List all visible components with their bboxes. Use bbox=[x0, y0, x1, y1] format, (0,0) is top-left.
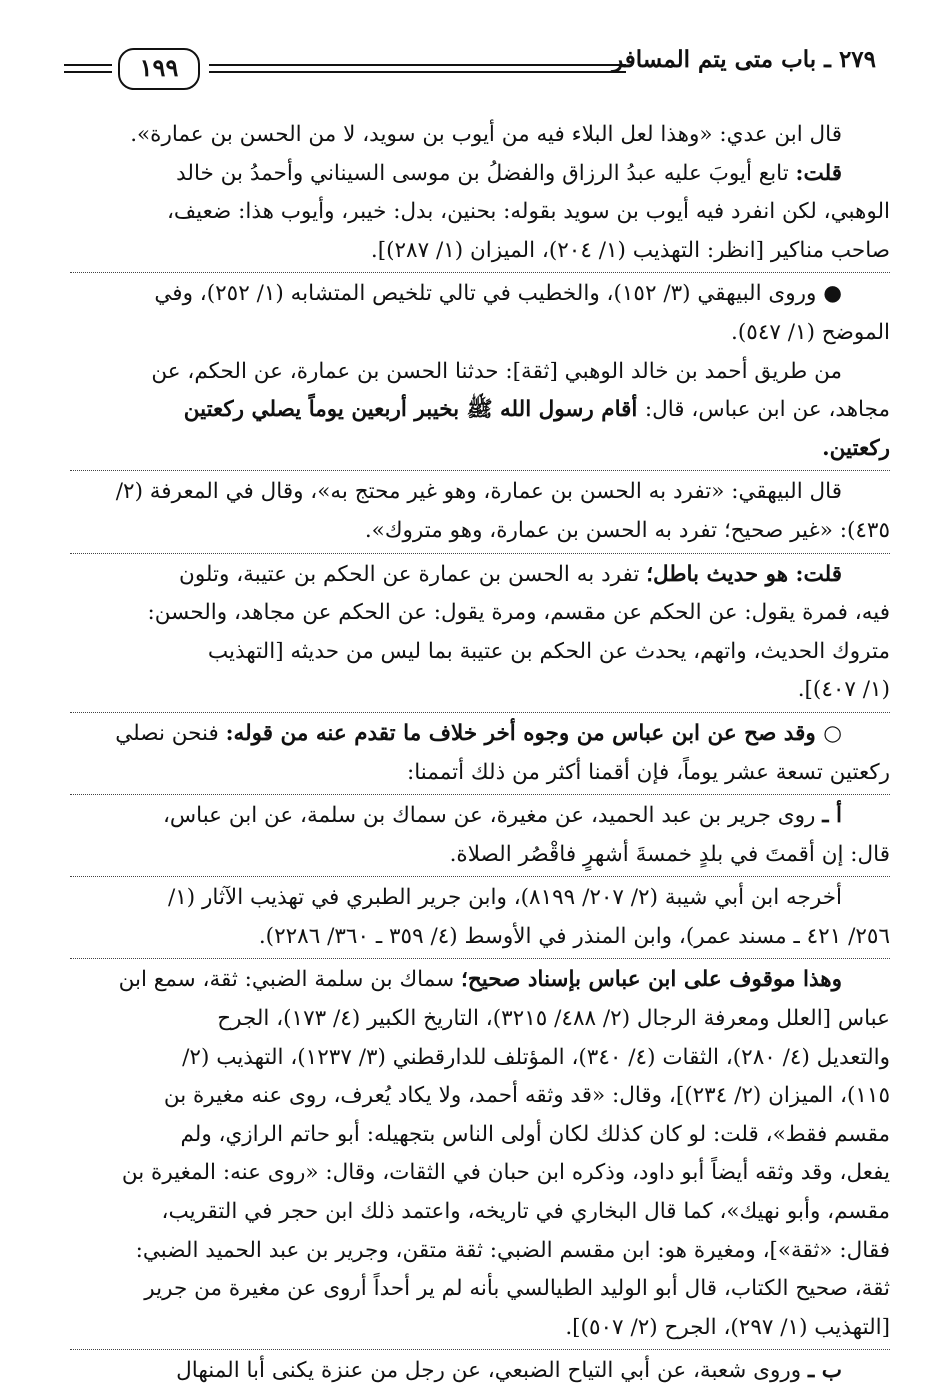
text-line bbox=[70, 155, 890, 194]
text-line bbox=[70, 797, 890, 836]
page-number: ١٩٩ bbox=[118, 48, 200, 90]
text-line bbox=[70, 754, 890, 793]
line-text: تابع أيوبَ عليه عبدُ الرزاق والفضلُ بن موسى السيناني وأحمدُ بن خالد bbox=[176, 160, 796, 186]
line-text: مقسم، وأبو نهيك»، كما قال البخاري في تاريخه، واعتمد ذلك ابن حجر في التقريب، bbox=[161, 1199, 890, 1225]
line-text: مجاهد، عن ابن عباس، قال: bbox=[644, 397, 890, 423]
line-text: قال: إن أقمتَ في بلدٍ خمسةَ أشهرٍ فاقْصُر الصلاة. bbox=[449, 841, 890, 867]
line-text: والتعديل (٤/ ٢٨٠)، الثقات (٤/ ٣٤٠)، المؤتلف للدارقطني (٣/ ١٢٣٧)، التهذيب (٢/ bbox=[182, 1044, 890, 1070]
line-text: ٢٥٦/ ٤٢١ ـ مسند عمر)، وابن المنذر في الأوسط (٤/ ٣٥٩ ـ ٣٦٠/ ٢٢٨٦). bbox=[258, 923, 890, 949]
text-line bbox=[70, 1352, 890, 1391]
bold-lead: أ ـ bbox=[822, 803, 842, 829]
paragraph-separator bbox=[70, 958, 890, 959]
text-line bbox=[70, 314, 890, 353]
text-line bbox=[70, 193, 890, 232]
line-text: عباس [العلل ومعرفة الرجال (٢/ ٤٨٨/ ٣٢١٥)، التاريخ الكبير (٤/ ١٧٣)، الجرح bbox=[217, 1006, 890, 1032]
line-text: فيه، فمرة يقول: عن الحكم عن مقسم، ومرة يقول: عن الحكم عن مجاهد، والحسن: bbox=[147, 600, 890, 626]
line-text: ركعتين تسعة عشر يوماً، فإن أقمنا أكثر من ذلك أتممنا: bbox=[407, 759, 890, 785]
text-line bbox=[70, 430, 890, 469]
line-text: صاحب مناكير [انظر: التهذيب (١/ ٢٠٤)، الميزان (١/ ٢٨٧)]. bbox=[370, 237, 890, 263]
line-text: فقال: «ثقة»]، ومغيرة هو: ابن مقسم الضبي: ثقة متقن، وجرير بن عبد الحميد الضبي: bbox=[135, 1237, 890, 1263]
text-line bbox=[70, 836, 890, 875]
text-line bbox=[70, 1154, 890, 1193]
line-text: فنحن نصلي bbox=[115, 720, 226, 746]
line-text: أخرجه ابن أبي شيبة (٢/ ٢٠٧/ ٨١٩٩)، وابن جرير الطبري في تهذيب الآثار (١/ bbox=[167, 885, 842, 911]
bold-lead: وهذا موقوف على ابن عباس بإسناد صحيح؛ bbox=[461, 967, 842, 993]
line-text: ثقة، صحيح الكتاب، قال أبو الوليد الطيالسي بأنه لم ير أحداً أروى عن مغيرة من جرير bbox=[144, 1276, 890, 1302]
line-text: الوهبي، لكن انفرد فيه أيوب بن سويد بقوله: بحنين، بدل: خيبر، وأيوب هذا: ضعيف، bbox=[166, 199, 890, 225]
line-text: [التهذيب (١/ ٢٩٧)، الجرح (٢/ ٥٠٧)]. bbox=[565, 1314, 890, 1340]
paragraph-separator bbox=[70, 712, 890, 713]
line-text: تفرد به الحسن بن عمارة عن الحكم بن عتيبة، وتلون bbox=[179, 561, 647, 587]
text-line bbox=[70, 594, 890, 633]
text-line bbox=[70, 715, 890, 754]
header-rule-left-top bbox=[64, 64, 112, 66]
header-rule-bottom bbox=[209, 71, 626, 73]
bold-lead: قلت: bbox=[795, 160, 842, 186]
line-text: سماك بن سلمة الضبي: ثقة، سمع ابن bbox=[118, 967, 461, 993]
bold-lead: قلت: هو حديث باطل؛ bbox=[646, 561, 842, 587]
text-line bbox=[70, 1193, 890, 1232]
line-text: من طريق أحمد بن خالد الوهبي [ثقة]: حدثنا الحسن بن عمارة، عن الحكم، عن bbox=[151, 358, 842, 384]
line-text: الموضح (١/ ٥٤٧). bbox=[731, 319, 890, 345]
paragraph-separator bbox=[70, 876, 890, 877]
line-text: قال البيهقي: «تفرد به الحسن بن عمارة، وهو غير محتج به»، وقال في المعرفة (٢/ bbox=[115, 479, 842, 505]
text-line bbox=[70, 633, 890, 672]
paragraph-separator bbox=[70, 470, 890, 471]
text-line bbox=[70, 1232, 890, 1271]
text-line bbox=[70, 473, 890, 512]
bold-text: أقام رسول الله ﷺ بخيبر أربعين يوماً يصلي ركعتين bbox=[183, 397, 645, 423]
text-line bbox=[70, 556, 890, 595]
text-line bbox=[70, 275, 890, 314]
text-line bbox=[70, 961, 890, 1000]
line-text: ● وروى البيهقي (٣/ ١٥٢)، والخطيب في تالي تلخيص المتشابه (١/ ٢٥٢)، وفي bbox=[154, 281, 842, 307]
text-line bbox=[70, 1039, 890, 1078]
text-line bbox=[70, 232, 890, 271]
text-line bbox=[70, 353, 890, 392]
text-line bbox=[70, 1116, 890, 1155]
paragraph-separator bbox=[70, 794, 890, 795]
text-line bbox=[70, 671, 890, 710]
text-line bbox=[70, 512, 890, 551]
text-line bbox=[70, 391, 890, 430]
line-text: متروك الحديث، واتهم، يحدث عن الحكم بن عتيبة بما ليس من حديثه [التهذيب bbox=[207, 638, 890, 664]
page-body bbox=[70, 116, 890, 1391]
text-line bbox=[70, 116, 890, 155]
bold-lead: ○ وقد صح عن ابن عباس من وجوه أخر خلاف ما تقدم عنه من قوله: bbox=[225, 720, 842, 746]
line-text: ٤٣٥): «غير صحيح؛ تفرد به الحسن بن عمارة، وهو متروك». bbox=[364, 517, 890, 543]
page-header bbox=[64, 38, 876, 98]
header-rule-top bbox=[209, 64, 626, 66]
chapter-title: ٢٧٩ ـ باب متى يتم المسافر bbox=[612, 46, 876, 73]
paragraph-separator bbox=[70, 553, 890, 554]
line-text: قال ابن عدي: «وهذا لعل البلاء فيه من أيوب بن سويد، لا من الحسن بن عمارة». bbox=[130, 122, 842, 147]
line-text: ١١٥)، الميزان (٢/ ٢٣٤)]، وقال: «قد وثقه أحمد، ولا يكاد يُعرف، روى عنه مغيرة بن bbox=[163, 1083, 890, 1109]
text-line bbox=[70, 1000, 890, 1039]
text-line bbox=[70, 918, 890, 957]
text-line bbox=[70, 1270, 890, 1309]
paragraph-separator bbox=[70, 1349, 890, 1350]
line-text: (١/ ٤٠٧)]. bbox=[797, 677, 890, 703]
bold-text: ركعتين. bbox=[822, 435, 890, 461]
text-line bbox=[70, 879, 890, 918]
text-line bbox=[70, 1309, 890, 1348]
line-text: مقسم فقط»، قلت: لو كان كذلك لكان أولى الناس بتجهيله: أبو حاتم الرازي، ولم bbox=[180, 1121, 890, 1147]
line-text: روى جرير بن عبد الحميد، عن مغيرة، عن سماك بن سلمة، عن ابن عباس، bbox=[162, 803, 823, 829]
paragraph-separator bbox=[70, 272, 890, 273]
bold-lead: ب ـ bbox=[807, 1358, 842, 1384]
line-text: يفعل، وقد وثقه أيضاً أبو داود، وذكره ابن حبان في الثقات، وقال: «روى عنه: المغيرة بن bbox=[121, 1160, 890, 1186]
header-rule-left-bottom bbox=[64, 71, 112, 73]
text-line bbox=[70, 1077, 890, 1116]
line-text: وروى شعبة، عن أبي التياح الضبعي، عن رجل من عنزة يكنى أبا المنهال bbox=[176, 1358, 808, 1384]
